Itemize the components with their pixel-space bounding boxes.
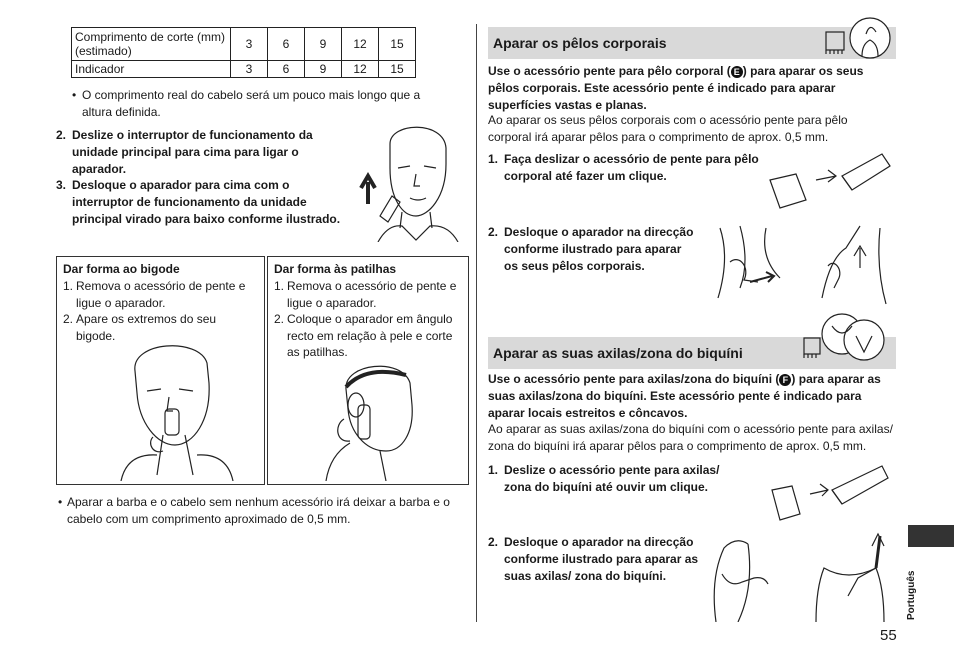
- table-cell: 12: [342, 61, 379, 78]
- body-comb-attach-illustration: [766, 150, 892, 216]
- table-cell: 12: [342, 28, 379, 61]
- body-trim-illustration: [710, 218, 890, 308]
- section-title: Aparar os pêlos corporais: [493, 35, 667, 51]
- box-item-1: 1. Remova o acessório de pente e ligue o aparador.: [63, 279, 246, 310]
- box-title: Dar forma ao bigode: [63, 262, 180, 276]
- table-cell: 3: [231, 28, 268, 61]
- box-item-2: 2. Apare os extremos do seu bigode.: [63, 312, 217, 343]
- body-comb-attachment-icon: [824, 16, 892, 60]
- section2-step-1: 1. Deslize o acessório pente para axilas/ zona do biquíni até ouvir um clique.: [488, 463, 720, 494]
- table-cell-label: Indicador: [72, 61, 231, 78]
- table-cell: 6: [268, 61, 305, 78]
- box-item-1: 1. Remova o acessório de pente e ligue o aparador.: [274, 279, 457, 310]
- sideburn-shaping-box: [267, 256, 469, 485]
- note-no-attachment: • Aparar a barba e o cabelo sem nenhum acessório irá deixar a barba e o cabelo com um comprimento aproximado de 0,5 mm.: [58, 495, 450, 526]
- step-2: 2. Deslize o interruptor de funcionamento da unidade principal para cima para ligar o aparador.: [56, 128, 313, 176]
- table-cell: 9: [305, 28, 342, 61]
- table-cell: 15: [379, 61, 416, 78]
- section2-intro-bold: Use o acessório pente para axilas/zona do biquíni ( F ) para aparar as suas axilas/zona do biquíni. Este acessório pente é indicado para aparar locais estreitos e côncavos.: [488, 372, 881, 420]
- underarm-bikini-comb-attachment-icon: [802, 312, 888, 362]
- table-cell: 9: [305, 61, 342, 78]
- underarm-bikini-trim-illustration: [708, 528, 892, 622]
- box-item-2: 2. Coloque o aparador em ângulo recto em relação à pele e corte as patilhas.: [274, 312, 453, 359]
- section-title: Aparar as suas axilas/zona do biquíni: [493, 345, 743, 361]
- section1-step-2: 2. Desloque o aparador na direcção conforme ilustrado para aparar os seus pêlos corporais.: [488, 225, 694, 273]
- face-trimmer-illustration: [358, 124, 466, 242]
- table-cell: 15: [379, 28, 416, 61]
- language-tab-marker: [908, 525, 954, 547]
- box-title: Dar forma às patilhas: [274, 262, 397, 276]
- table-row: [72, 61, 416, 78]
- mustache-shaping-box: [56, 256, 265, 485]
- table-cell-label: Comprimento de corte (mm) (estimado): [72, 28, 231, 61]
- attachment-e-icon: E: [731, 66, 743, 78]
- language-label: Português: [906, 570, 917, 620]
- section1-intro-bold: Use o acessório pente para pêlo corporal ( E ) para aparar os seus pêlos corporais. Este acessório pente é indicado para aparar superfícies vastas e planas.: [488, 64, 864, 112]
- mustache-trim-illustration: [117, 343, 237, 481]
- attachment-f-icon: F: [779, 374, 791, 386]
- column-divider: [476, 24, 477, 622]
- section1-step-1: 1. Faça deslizar o acessório de pente para pêlo corporal até fazer um clique.: [488, 152, 759, 183]
- section2-step-2: 2. Desloque o aparador na direcção conforme ilustrado para aparar as suas axilas/ zona do biquíni.: [488, 535, 699, 583]
- section2-body: Ao aparar as suas axilas/zona do biquíni com o acessório pente para axilas/ zona do biquíni irá aparar pêlos para o comprimento de aprox. 0,5 mm.: [488, 422, 893, 453]
- underarm-comb-attach-illustration: [766, 460, 892, 526]
- note-real-length: • O comprimento real do cabelo será um pouco mais longo que a altura definida.: [72, 88, 421, 119]
- table-cell: 3: [231, 61, 268, 78]
- page-number: 55: [880, 627, 897, 644]
- table-cell: 6: [268, 28, 305, 61]
- step-3: 3. Desloque o aparador para cima com o interruptor de funcionamento da unidade principal virado para baixo conforme ilustrado.: [56, 178, 341, 226]
- section1-body: Ao aparar os seus pêlos corporais com o acessório pente para pêlo corporal irá aparar pêlos para o comprimento de aprox. 0,5 mm.: [488, 113, 848, 144]
- cut-length-table: [71, 27, 416, 78]
- table-row: [72, 28, 416, 61]
- sideburn-trim-illustration: [306, 359, 426, 481]
